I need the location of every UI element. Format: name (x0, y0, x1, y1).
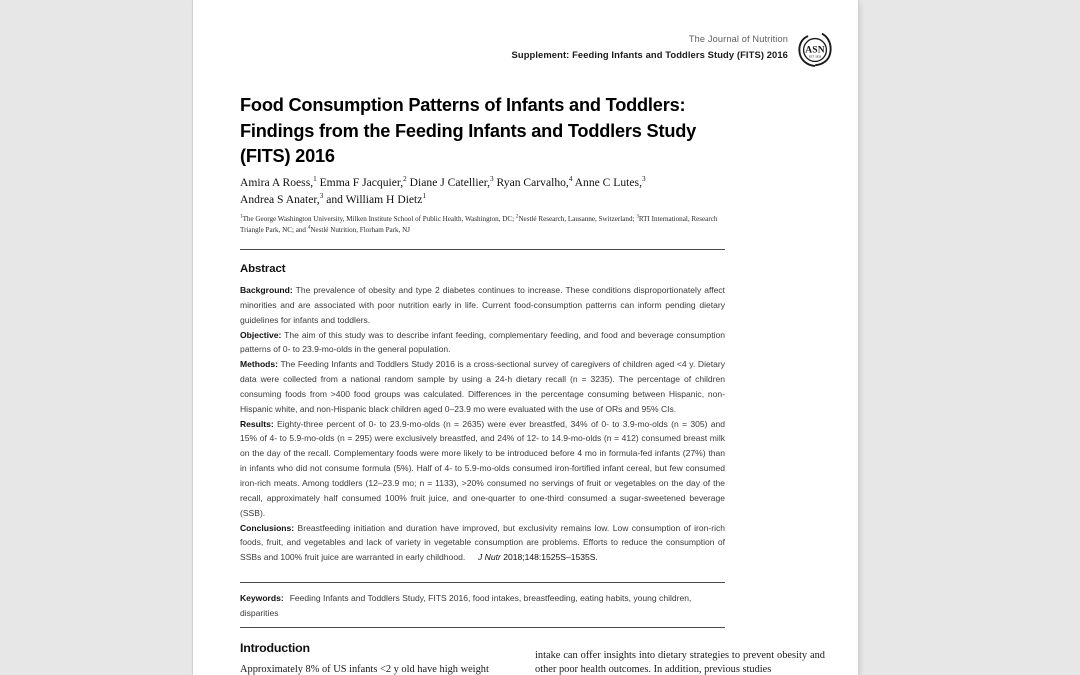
author-affiliation-marker: 1 (422, 191, 427, 200)
introduction-left-text: Approximately 8% of US infants <2 y old have high weight (240, 664, 489, 675)
abstract-section-label: Conclusions: (240, 522, 295, 533)
introduction-column-left (240, 663, 523, 675)
affiliation-text: The George Washington University, Milken Institute School of Public Health, Washington, DC; (242, 215, 516, 223)
abstract-section-text: Breastfeeding initiation and duration have improved, but exclusivity remains low. Low consumption of iron-rich foods, fruit, and vegetables and lack of variety in vegetable consumption are problems. Efforts to reduce the consumption of SSBs and 100% fruit juice are warranted in early childhood. (240, 522, 725, 563)
affiliation-marker: 2 (515, 213, 519, 220)
affiliation-marker: 4 (307, 224, 311, 231)
author-affiliation-marker: 4 (568, 175, 573, 184)
journal-masthead (512, 30, 834, 69)
abstract-section-text: The Feeding Infants and Toddlers Study 2016 is a cross-sectional survey of caregivers of children aged <4 y. Dietary data were collected from a national random sample by using a 24-h dietary recall (n = 3235). The percentage of children consuming foods from >400 food groups was calculated. Differences in the percentage consuming between Hispanic, non-Hispanic white, and non-Hispanic black children aged 0–23.9 mo were evaluated with the use of ORs and 95% CIs. (240, 359, 725, 414)
rule-below-keywords (240, 627, 725, 628)
author-name: Andrea S Anater, (240, 192, 320, 206)
author-affiliation-marker: 1 (313, 175, 317, 184)
affiliation-text: RTI International, Research Triangle Park, NC; and (240, 215, 718, 235)
keywords-text: Feeding Infants and Toddlers Study, FITS 2016, food intakes, breastfeeding, eating habits, young children, disparities (240, 593, 692, 618)
author-name: Emma F Jacquier, (316, 176, 404, 189)
citation-details: 2018;148:1525S–1535S. (500, 552, 598, 563)
author-name: Amira A Roess, (240, 176, 314, 189)
introduction-heading: Introduction (240, 641, 310, 655)
affiliation-list (240, 214, 740, 236)
svg-text:ASN: ASN (805, 45, 825, 56)
abstract-section (240, 283, 725, 328)
introduction-right-text: intake can offer insights into dietary strategies to prevent obesity and other poor health outcomes. In addition, previous studies (535, 650, 825, 675)
author-name: Diane J Catellier, (406, 176, 491, 189)
affiliation-text: Nestlé Nutrition, Florham Park, NJ (310, 226, 411, 235)
abstract-section-label: Results: (240, 418, 274, 429)
svg-text:EST. 1928: EST. 1928 (808, 55, 822, 59)
keywords-block (240, 591, 725, 621)
abstract-section-text: The prevalence of obesity and type 2 diabetes continues to increase. These conditions disproportionately affect minorities and are associated with poor nutrition early in life. Current food-consumption patterns can inform pending dietary guidelines for infants and toddlers. (240, 285, 725, 325)
journal-name: The Journal of Nutrition (688, 34, 788, 44)
affiliation-marker: 3 (636, 213, 639, 220)
rule-above-keywords (240, 582, 725, 583)
abstract-section-text: Eighty-three percent of 0- to 23.9-mo-olds (n = 2635) were ever breastfed, 34% of 0- to 3.9-mo-olds (n = 305) and 15% of 4- to 5.9-mo-olds (n = 295) were exclusively breastfed, and 24% of 12- to 14.9-mo-olds (n = 412) consumed breast milk on the day of the recall. Complementary foods were more likely to be introduced before 4 mo in formula-fed infants (27%) than in infants who did not consume formula (5%). Half of 4- to 5.9-mo-olds consumed iron-fortified infant cereal, but few consumed iron-rich meats. Among toddlers (12–23.9 mo; n = 1133), >20% consumed no servings of fruit or vegetables on the day of the recall, approximately half consumed 100% fruit juice, and one-quarter to one-third consumed a sugar-sweetened beverage (SSB). (240, 418, 725, 518)
article-title: Food Consumption Patterns of Infants and Toddlers: Findings from the Feeding Infants and Toddlers Study (FITS) 2016 (240, 95, 697, 166)
abstract-heading: Abstract (240, 263, 286, 275)
abstract-body (240, 283, 725, 565)
abstract-section-text: The aim of this study was to describe infant feeding, complementary feeding, and food and beverage consumption patterns of 0- to 23.9-mo-olds in the general population. (240, 329, 725, 355)
author-line-2 (240, 193, 426, 206)
abstract-section (240, 328, 725, 358)
affiliation-text: Nestlé Research, Lausanne, Switzerland; (518, 215, 637, 223)
author-affiliation-marker: 3 (641, 175, 646, 184)
citation-journal: J Nutr (478, 552, 501, 563)
supplement-line: Supplement: Feeding Infants and Toddlers Study (FITS) 2016 (511, 49, 788, 60)
author-line-1 (240, 176, 646, 189)
introduction-column-right (535, 649, 825, 675)
citation-spacer (465, 552, 478, 562)
author-affiliation-marker: 2 (403, 175, 407, 184)
abstract-section (240, 417, 725, 521)
author-name: Anne C Lutes, (572, 176, 642, 189)
abstract-section-label: Methods: (240, 359, 278, 370)
author-list (240, 175, 680, 208)
author-name: Ryan Carvalho, (493, 176, 569, 189)
author-affiliation-marker: 3 (319, 191, 324, 200)
rule-above-abstract (240, 249, 725, 250)
abstract-section-label: Background: (240, 285, 293, 295)
asn-logo-icon (796, 31, 834, 69)
abstract-section (240, 357, 725, 416)
abstract-section-label: Objective: (240, 329, 282, 340)
keywords-label: Keywords: (240, 593, 284, 603)
author-affiliation-marker: 3 (490, 175, 494, 184)
author-name: and William H Dietz (323, 192, 423, 206)
paper-page (193, 0, 858, 675)
abstract-section (240, 521, 725, 566)
affiliation-marker: 1 (240, 213, 243, 220)
